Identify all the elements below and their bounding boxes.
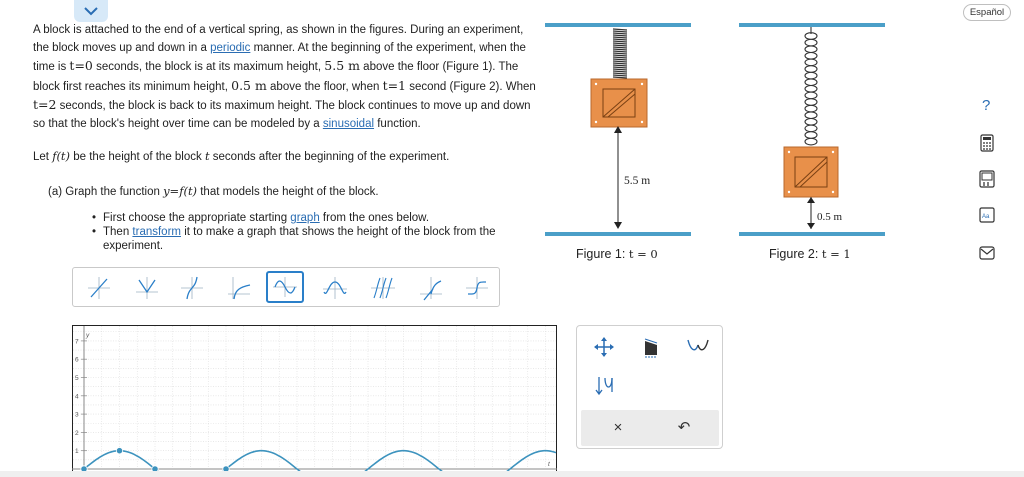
linear-graph-option[interactable] [79, 271, 117, 303]
tangent-graph-option[interactable] [363, 271, 401, 303]
close-icon: × [613, 419, 623, 436]
instructions-list [92, 211, 532, 253]
figure-1 [545, 23, 691, 236]
toolbar-actions [581, 410, 719, 446]
square-root-graph-icon [412, 272, 450, 304]
transform-toolbox [576, 325, 723, 449]
stretch-tool-button[interactable] [637, 334, 667, 360]
y-tick-label: 4 [75, 393, 79, 401]
figure-1-caption: Figure 1: t = 0 [576, 247, 658, 261]
floor-bar [739, 232, 885, 236]
undo-button[interactable] [673, 417, 695, 439]
y-tick-label: 6 [75, 356, 79, 364]
cube-root-graph-option[interactable] [457, 271, 495, 303]
block-figure-2 [784, 147, 838, 197]
bottom-strip [0, 471, 1024, 477]
move-arrows-icon [589, 334, 619, 360]
vertical-shift-icon [589, 372, 619, 398]
y-tick-label: 3 [75, 411, 79, 419]
cubic-graph-option[interactable] [172, 271, 210, 303]
cubic-graph-icon [173, 272, 211, 304]
figure-1-height: 5.5 m [624, 175, 651, 187]
cosine-graph-icon [316, 272, 354, 304]
transform-link[interactable]: transform [132, 226, 181, 238]
ceiling-bar [545, 23, 691, 27]
move-tool-button[interactable] [589, 334, 619, 360]
block-figure-1 [591, 79, 647, 127]
absolute-value-graph-option[interactable] [127, 271, 165, 303]
spring-extended [805, 27, 817, 148]
list-item: • Then transform it to make a graph that shows the height of the block from the experiment. [92, 225, 532, 253]
square-root-graph-option[interactable] [411, 271, 449, 303]
espanol-button[interactable]: Español [963, 4, 1011, 21]
tangent-graph-icon [364, 272, 402, 304]
graph-plot[interactable] [72, 325, 558, 475]
mail-icon[interactable] [978, 244, 996, 262]
undo-icon: ↶ [677, 419, 691, 436]
sinusoidal-link[interactable]: sinusoidal [322, 117, 375, 130]
ceiling-bar [739, 23, 885, 27]
y-axis-label: y [86, 332, 90, 339]
figure-2-height: 0.5 m [817, 211, 843, 223]
stretch-icon [637, 334, 667, 360]
logarithmic-graph-icon [220, 272, 258, 304]
shift-tool-button[interactable] [589, 372, 619, 398]
y-tick-label: 7 [75, 338, 79, 346]
sine-graph-icon [268, 273, 302, 301]
y-tick-label: 1 [75, 448, 79, 456]
figure-2 [739, 23, 885, 236]
svg-text:?: ? [982, 97, 991, 114]
function-definition: Let f(t) be the height of the block t seconds after the beginning of the experiment. [33, 149, 450, 163]
sine-graph-option[interactable] [266, 271, 304, 303]
cube-root-graph-icon [458, 272, 496, 304]
reflect-tool-button[interactable] [683, 334, 713, 360]
problem-statement: A block is attached to the end of a vertical spring, as shown in the figures. During an experiment, the block moves up and down in a periodic manner. At the beginning of the experiment, when the time is t=0 seconds, the block is at its maximum height, 5.5 m above the floor (Figure 1). The block first reaches its minimum height, 0.5 m above the floor, when t=1 second (Figure 2). When t=2 seconds, the block is back to its maximum height. The block continues to move up and down so that the block's height over time can be modeled by a sinusoidal function. [33, 24, 536, 130]
spring-compressed [611, 27, 629, 79]
cosine-graph-option[interactable] [315, 271, 353, 303]
curve-control-point[interactable] [116, 448, 122, 454]
part-a-heading: (a) Graph the function y=f(t) that models the height of the block. [48, 184, 379, 198]
help-icon[interactable] [978, 96, 996, 114]
graph-link[interactable]: graph [290, 212, 320, 224]
clear-button[interactable] [607, 417, 629, 439]
absolute-value-graph-icon [128, 272, 166, 304]
graphing-calculator-icon[interactable] [978, 170, 996, 188]
collapse-tab[interactable] [74, 0, 108, 22]
parent-graph-selector [72, 267, 500, 307]
linear-graph-icon [80, 272, 118, 304]
y-tick-label: 5 [75, 375, 79, 382]
calculator-icon[interactable] [978, 134, 996, 152]
periodic-link[interactable]: periodic [210, 41, 251, 54]
reflect-icon [683, 334, 713, 360]
figure-2-caption: Figure 2: t = 1 [769, 247, 851, 261]
logarithmic-graph-option[interactable] [219, 271, 257, 303]
floor-bar [545, 232, 691, 236]
dictionary-icon[interactable] [978, 206, 996, 224]
x-axis-label: t [548, 461, 550, 468]
svg-text:Aa: Aa [982, 214, 990, 220]
list-item: • First choose the appropriate starting graph from the ones below. [92, 211, 532, 225]
chevron-down-icon [84, 7, 98, 16]
spring-figures [540, 14, 900, 264]
y-tick-label: 2 [75, 429, 79, 437]
